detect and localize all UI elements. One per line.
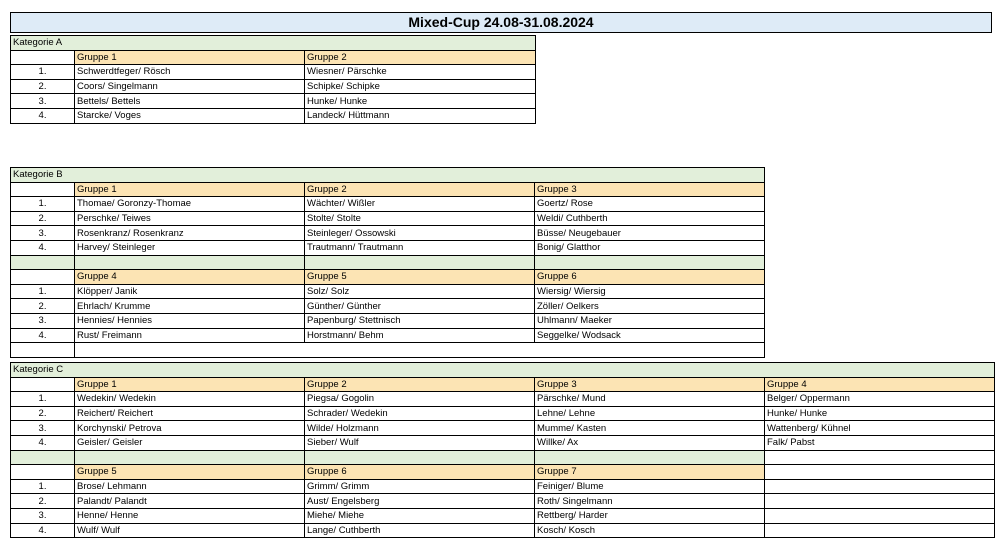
group-header: Gruppe 2 [305,50,536,65]
pair-cell: Aust/ Engelsberg [305,494,535,509]
group-header: Gruppe 5 [75,465,305,480]
pair-cell: Miehe/ Miehe [305,508,535,523]
pair-cell: Steinleger/ Ossowski [305,226,535,241]
pair-cell: Brose/ Lehmann [75,479,305,494]
pair-cell: Korchynski/ Petrova [75,421,305,436]
row-number: 4. [11,240,75,255]
pair-cell: Horstmann/ Behm [305,328,535,343]
group-header: Gruppe 5 [305,270,535,285]
group-header: Gruppe 1 [75,377,305,392]
pair-cell: Henne/ Henne [75,508,305,523]
kategorie-label: Kategorie A [11,36,536,51]
pair-cell: Klöpper/ Janik [75,284,305,299]
row-number: 2. [11,494,75,509]
pair-cell: Landeck/ Hüttmann [305,108,536,123]
page-title: Mixed-Cup 24.08-31.08.2024 [10,12,992,33]
row-number: 3. [11,94,75,109]
pair-cell: Thomae/ Goronzy-Thomae [75,197,305,212]
table-row [11,523,995,538]
pair-cell: Hunke/ Hunke [765,406,995,421]
table-row [11,65,536,80]
group-header: Gruppe 6 [305,465,535,480]
table-row [11,421,995,436]
row-number: 2. [11,79,75,94]
pair-cell: Solz/ Solz [305,284,535,299]
pair-cell: Hunke/ Hunke [305,94,536,109]
pair-cell: Weldi/ Cuthberth [535,211,765,226]
row-number: 4. [11,108,75,123]
table-row [11,313,765,328]
pair-cell: Roth/ Singelmann [535,494,765,509]
row-number: 1. [11,197,75,212]
table-row [11,406,995,421]
pair-cell: Belger/ Oppermann [765,392,995,407]
pair-cell: Günther/ Günther [305,299,535,314]
pair-cell: Schipke/ Schipke [305,79,536,94]
table-row [11,79,536,94]
group-header: Gruppe 4 [765,377,995,392]
group-header: Gruppe 2 [305,377,535,392]
pair-cell: Falk/ Pabst [765,435,995,450]
table-row [11,392,995,407]
pair-cell: Willke/ Ax [535,435,765,450]
pair-cell: Wilde/ Holzmann [305,421,535,436]
row-number: 3. [11,508,75,523]
pair-cell: Geisler/ Geisler [75,435,305,450]
pair-cell: Palandt/ Palandt [75,494,305,509]
row-number: 4. [11,523,75,538]
pair-cell: Büsse/ Neugebauer [535,226,765,241]
table-row [11,494,995,509]
group-header: Gruppe 2 [305,182,535,197]
table-row [11,299,765,314]
spacer-row [11,343,765,358]
group-header: Gruppe 3 [535,377,765,392]
pair-cell: Lange/ Cuthberth [305,523,535,538]
row-number: 2. [11,299,75,314]
kategorie-label: Kategorie B [11,168,765,183]
spacer-row [11,255,765,270]
pair-cell: Coors/ Singelmann [75,79,305,94]
pair-cell: Mumme/ Kasten [535,421,765,436]
pair-cell: Rust/ Freimann [75,328,305,343]
row-number: 2. [11,211,75,226]
pair-cell: Trautmann/ Trautmann [305,240,535,255]
pair-cell: Perschke/ Teiwes [75,211,305,226]
table-row [11,240,765,255]
pair-cell: Wulf/ Wulf [75,523,305,538]
pair-cell: Grimm/ Grimm [305,479,535,494]
table-row [11,226,765,241]
row-number: 1. [11,284,75,299]
pair-cell: Lehne/ Lehne [535,406,765,421]
pair-cell: Wattenberg/ Kühnel [765,421,995,436]
group-header: Gruppe 6 [535,270,765,285]
pair-cell: Starcke/ Voges [75,108,305,123]
pair-cell: Hennies/ Hennies [75,313,305,328]
pair-cell: Goertz/ Rose [535,197,765,212]
row-number: 4. [11,435,75,450]
pair-cell: Schwerdtfeger/ Rösch [75,65,305,80]
pair-cell: Papenburg/ Stettnisch [305,313,535,328]
kategorie-b-table [10,167,765,358]
group-header: Gruppe 7 [535,465,765,480]
pair-cell: Wiersig/ Wiersig [535,284,765,299]
pair-cell: Bonig/ Glatthor [535,240,765,255]
pair-cell: Pärschke/ Mund [535,392,765,407]
group-header: Gruppe 4 [75,270,305,285]
group-header: Gruppe 3 [535,182,765,197]
row-number: 3. [11,313,75,328]
kategorie-a-table [10,35,536,124]
kategorie-label: Kategorie C [11,363,995,378]
row-number: 2. [11,406,75,421]
pair-cell: Wedekin/ Wedekin [75,392,305,407]
pair-cell: Rosenkranz/ Rosenkranz [75,226,305,241]
pair-cell: Wiesner/ Pärschke [305,65,536,80]
pair-cell: Sieber/ Wulf [305,435,535,450]
pair-cell: Harvey/ Steinleger [75,240,305,255]
pair-cell: Feiniger/ Blume [535,479,765,494]
kategorie-c-table [10,362,995,538]
table-row [11,284,765,299]
group-header: Gruppe 1 [75,50,305,65]
table-row [11,328,765,343]
table-row [11,479,995,494]
pair-cell: Stolte/ Stolte [305,211,535,226]
spacer-row [11,450,995,465]
table-row [11,108,536,123]
row-number: 4. [11,328,75,343]
pair-cell: Uhlmann/ Maeker [535,313,765,328]
pair-cell: Reichert/ Reichert [75,406,305,421]
pair-cell: Seggelke/ Wodsack [535,328,765,343]
row-number: 1. [11,479,75,494]
pair-cell: Schrader/ Wedekin [305,406,535,421]
pair-cell: Wächter/ Wißler [305,197,535,212]
pair-cell: Zöller/ Oelkers [535,299,765,314]
row-number: 3. [11,421,75,436]
pair-cell: Ehrlach/ Krumme [75,299,305,314]
table-row [11,435,995,450]
table-row [11,211,765,226]
row-number: 3. [11,226,75,241]
pair-cell: Bettels/ Bettels [75,94,305,109]
row-number: 1. [11,65,75,80]
table-row [11,508,995,523]
group-header: Gruppe 1 [75,182,305,197]
table-row [11,197,765,212]
pair-cell: Rettberg/ Harder [535,508,765,523]
pair-cell: Kosch/ Kosch [535,523,765,538]
table-row [11,94,536,109]
pair-cell: Piegsa/ Gogolin [305,392,535,407]
row-number: 1. [11,392,75,407]
